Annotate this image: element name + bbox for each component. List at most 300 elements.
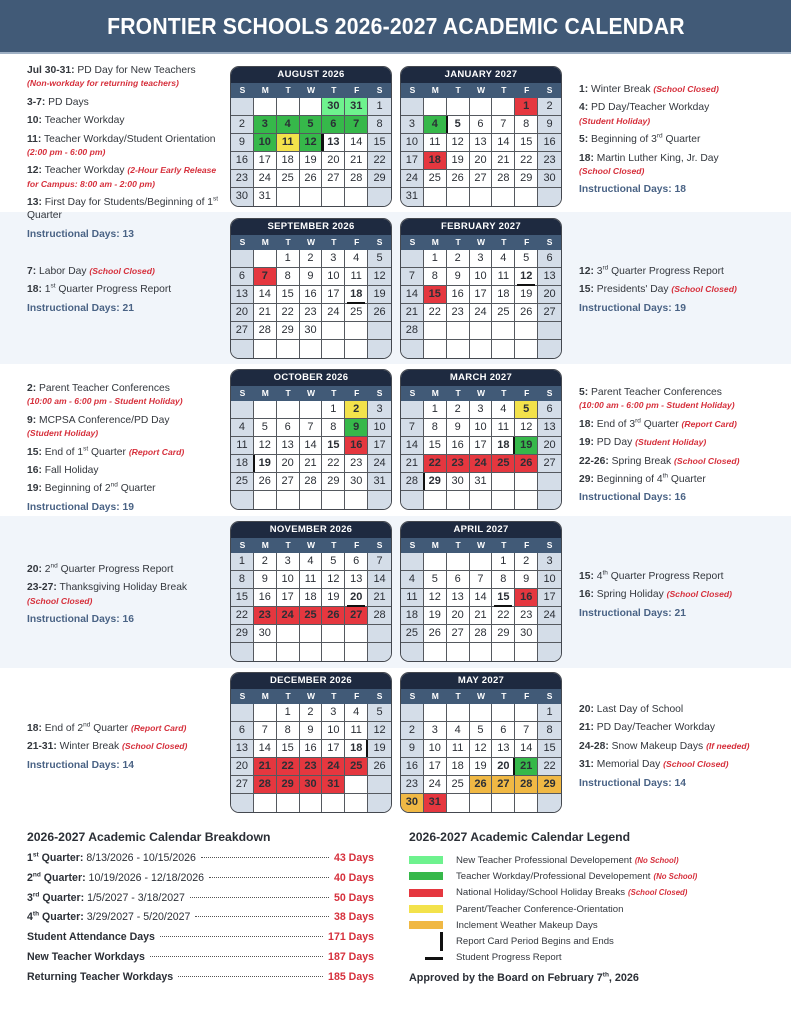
day-cell[interactable]: 6 [470, 116, 493, 134]
day-cell[interactable]: 18 [277, 152, 300, 170]
day-cell[interactable]: 13 [322, 134, 345, 152]
day-cell[interactable]: 23 [447, 455, 470, 473]
day-cell[interactable]: 19 [300, 152, 323, 170]
day-cell[interactable]: 28 [300, 473, 323, 491]
day-cell[interactable]: 1 [277, 250, 300, 268]
day-cell[interactable]: 16 [447, 437, 470, 455]
day-cell[interactable]: 29 [277, 776, 300, 794]
day-cell[interactable]: 31 [345, 98, 368, 116]
day-cell[interactable]: 24 [277, 607, 300, 625]
day-cell[interactable]: 14 [401, 286, 424, 304]
day-cell[interactable]: 4 [447, 722, 470, 740]
day-cell[interactable]: 15 [368, 134, 391, 152]
day-cell[interactable]: 27 [345, 607, 368, 625]
day-cell[interactable]: 2 [538, 98, 561, 116]
day-cell[interactable]: 3 [322, 704, 345, 722]
day-cell[interactable]: 22 [424, 455, 447, 473]
day-cell[interactable]: 25 [424, 170, 447, 188]
day-cell[interactable]: 1 [231, 553, 254, 571]
day-cell[interactable]: 5 [368, 704, 391, 722]
day-cell[interactable]: 31 [470, 473, 493, 491]
day-cell[interactable]: 18 [492, 286, 515, 304]
day-cell[interactable]: 23 [300, 758, 323, 776]
day-cell[interactable]: 23 [447, 304, 470, 322]
day-cell[interactable]: 25 [492, 304, 515, 322]
day-cell[interactable]: 2 [515, 553, 538, 571]
day-cell[interactable]: 14 [345, 134, 368, 152]
day-cell[interactable]: 18 [492, 437, 515, 455]
day-cell[interactable]: 31 [401, 188, 424, 206]
day-cell[interactable]: 21 [470, 607, 493, 625]
day-cell[interactable]: 5 [515, 250, 538, 268]
day-cell[interactable]: 6 [231, 722, 254, 740]
day-cell[interactable]: 12 [470, 740, 493, 758]
day-cell[interactable]: 26 [515, 455, 538, 473]
day-cell[interactable]: 26 [470, 776, 493, 794]
day-cell[interactable]: 21 [401, 304, 424, 322]
day-cell[interactable]: 28 [368, 607, 391, 625]
day-cell[interactable]: 21 [368, 589, 391, 607]
day-cell[interactable]: 8 [277, 268, 300, 286]
day-cell[interactable]: 8 [538, 722, 561, 740]
day-cell[interactable]: 3 [424, 722, 447, 740]
day-cell[interactable]: 28 [345, 170, 368, 188]
day-cell[interactable]: 28 [401, 473, 424, 491]
day-cell[interactable]: 7 [254, 268, 277, 286]
day-cell[interactable]: 28 [254, 776, 277, 794]
day-cell[interactable]: 6 [231, 268, 254, 286]
day-cell[interactable]: 25 [447, 776, 470, 794]
day-cell[interactable]: 29 [368, 170, 391, 188]
day-cell[interactable]: 17 [538, 589, 561, 607]
day-cell[interactable]: 27 [492, 776, 515, 794]
day-cell[interactable]: 21 [515, 758, 538, 776]
day-cell[interactable]: 2 [447, 250, 470, 268]
day-cell[interactable]: 5 [424, 571, 447, 589]
day-cell[interactable]: 22 [277, 758, 300, 776]
day-cell[interactable]: 3 [538, 553, 561, 571]
day-cell[interactable]: 15 [424, 286, 447, 304]
day-cell[interactable]: 25 [300, 607, 323, 625]
day-cell[interactable]: 15 [538, 740, 561, 758]
day-cell[interactable]: 8 [231, 571, 254, 589]
day-cell[interactable]: 11 [424, 134, 447, 152]
day-cell[interactable]: 17 [322, 740, 345, 758]
day-cell[interactable]: 6 [538, 250, 561, 268]
day-cell[interactable]: 21 [254, 304, 277, 322]
day-cell[interactable]: 15 [322, 437, 345, 455]
day-cell[interactable]: 15 [277, 740, 300, 758]
day-cell[interactable]: 23 [254, 607, 277, 625]
day-cell[interactable]: 13 [345, 571, 368, 589]
day-cell[interactable]: 8 [424, 419, 447, 437]
day-cell[interactable]: 21 [345, 152, 368, 170]
day-cell[interactable]: 4 [492, 250, 515, 268]
day-cell[interactable]: 3 [277, 553, 300, 571]
day-cell[interactable]: 10 [368, 419, 391, 437]
day-cell[interactable]: 12 [322, 571, 345, 589]
day-cell[interactable]: 17 [470, 437, 493, 455]
day-cell[interactable]: 1 [368, 98, 391, 116]
day-cell[interactable]: 2 [447, 401, 470, 419]
day-cell[interactable]: 17 [368, 437, 391, 455]
day-cell[interactable]: 16 [300, 740, 323, 758]
day-cell[interactable]: 10 [470, 268, 493, 286]
day-cell[interactable]: 30 [401, 794, 424, 812]
day-cell[interactable]: 11 [401, 589, 424, 607]
day-cell[interactable]: 15 [277, 286, 300, 304]
day-cell[interactable]: 20 [277, 455, 300, 473]
day-cell[interactable]: 24 [470, 304, 493, 322]
day-cell[interactable]: 2 [231, 116, 254, 134]
day-cell[interactable]: 9 [345, 419, 368, 437]
day-cell[interactable]: 5 [254, 419, 277, 437]
day-cell[interactable]: 16 [515, 589, 538, 607]
day-cell[interactable]: 17 [424, 758, 447, 776]
day-cell[interactable]: 11 [345, 268, 368, 286]
day-cell[interactable]: 27 [447, 625, 470, 643]
day-cell[interactable]: 4 [300, 553, 323, 571]
day-cell[interactable]: 3 [470, 401, 493, 419]
day-cell[interactable]: 9 [447, 419, 470, 437]
day-cell[interactable]: 10 [254, 134, 277, 152]
day-cell[interactable]: 5 [368, 250, 391, 268]
day-cell[interactable]: 30 [254, 625, 277, 643]
day-cell[interactable]: 24 [538, 607, 561, 625]
day-cell[interactable]: 9 [515, 571, 538, 589]
day-cell[interactable]: 8 [322, 419, 345, 437]
day-cell[interactable]: 7 [254, 722, 277, 740]
day-cell[interactable]: 5 [300, 116, 323, 134]
day-cell[interactable]: 17 [470, 286, 493, 304]
day-cell[interactable]: 16 [300, 286, 323, 304]
day-cell[interactable]: 26 [515, 304, 538, 322]
day-cell[interactable]: 3 [368, 401, 391, 419]
day-cell[interactable]: 12 [515, 419, 538, 437]
day-cell[interactable]: 16 [345, 437, 368, 455]
day-cell[interactable]: 5 [515, 401, 538, 419]
day-cell[interactable]: 13 [277, 437, 300, 455]
day-cell[interactable]: 18 [231, 455, 254, 473]
day-cell[interactable]: 4 [345, 250, 368, 268]
day-cell[interactable]: 22 [277, 304, 300, 322]
day-cell[interactable]: 8 [277, 722, 300, 740]
day-cell[interactable]: 4 [401, 571, 424, 589]
day-cell[interactable]: 28 [401, 322, 424, 340]
day-cell[interactable]: 5 [447, 116, 470, 134]
day-cell[interactable]: 21 [254, 758, 277, 776]
day-cell[interactable]: 13 [470, 134, 493, 152]
day-cell[interactable]: 1 [515, 98, 538, 116]
day-cell[interactable]: 9 [538, 116, 561, 134]
day-cell[interactable]: 20 [231, 304, 254, 322]
day-cell[interactable]: 11 [492, 419, 515, 437]
day-cell[interactable]: 19 [368, 286, 391, 304]
day-cell[interactable]: 15 [424, 437, 447, 455]
day-cell[interactable]: 17 [322, 286, 345, 304]
day-cell[interactable]: 19 [447, 152, 470, 170]
day-cell[interactable]: 30 [300, 776, 323, 794]
day-cell[interactable]: 12 [254, 437, 277, 455]
day-cell[interactable]: 22 [424, 304, 447, 322]
day-cell[interactable]: 28 [492, 170, 515, 188]
day-cell[interactable]: 18 [345, 286, 368, 304]
day-cell[interactable]: 19 [368, 740, 391, 758]
day-cell[interactable]: 23 [401, 776, 424, 794]
day-cell[interactable]: 23 [538, 152, 561, 170]
day-cell[interactable]: 2 [300, 250, 323, 268]
day-cell[interactable]: 14 [515, 740, 538, 758]
day-cell[interactable]: 13 [538, 419, 561, 437]
day-cell[interactable]: 29 [515, 170, 538, 188]
day-cell[interactable]: 30 [231, 188, 254, 206]
day-cell[interactable]: 16 [231, 152, 254, 170]
day-cell[interactable]: 25 [345, 304, 368, 322]
day-cell[interactable]: 15 [492, 589, 515, 607]
day-cell[interactable]: 4 [424, 116, 447, 134]
day-cell[interactable]: 15 [515, 134, 538, 152]
day-cell[interactable]: 8 [368, 116, 391, 134]
day-cell[interactable]: 25 [277, 170, 300, 188]
day-cell[interactable]: 27 [538, 455, 561, 473]
day-cell[interactable]: 30 [538, 170, 561, 188]
day-cell[interactable]: 6 [492, 722, 515, 740]
day-cell[interactable]: 18 [401, 607, 424, 625]
day-cell[interactable]: 26 [447, 170, 470, 188]
day-cell[interactable]: 6 [345, 553, 368, 571]
day-cell[interactable]: 22 [368, 152, 391, 170]
day-cell[interactable]: 7 [368, 553, 391, 571]
day-cell[interactable]: 16 [447, 286, 470, 304]
day-cell[interactable]: 8 [492, 571, 515, 589]
day-cell[interactable]: 23 [515, 607, 538, 625]
day-cell[interactable]: 21 [492, 152, 515, 170]
day-cell[interactable]: 24 [322, 304, 345, 322]
day-cell[interactable]: 6 [277, 419, 300, 437]
day-cell[interactable]: 19 [322, 589, 345, 607]
day-cell[interactable]: 18 [300, 589, 323, 607]
day-cell[interactable]: 16 [254, 589, 277, 607]
day-cell[interactable]: 10 [322, 268, 345, 286]
day-cell[interactable]: 25 [231, 473, 254, 491]
day-cell[interactable]: 23 [231, 170, 254, 188]
day-cell[interactable]: 13 [231, 740, 254, 758]
day-cell[interactable]: 28 [254, 322, 277, 340]
day-cell[interactable]: 16 [401, 758, 424, 776]
day-cell[interactable]: 11 [231, 437, 254, 455]
day-cell[interactable]: 6 [322, 116, 345, 134]
day-cell[interactable]: 26 [424, 625, 447, 643]
day-cell[interactable]: 24 [424, 776, 447, 794]
day-cell[interactable]: 26 [300, 170, 323, 188]
day-cell[interactable]: 7 [345, 116, 368, 134]
day-cell[interactable]: 10 [538, 571, 561, 589]
day-cell[interactable]: 27 [231, 776, 254, 794]
day-cell[interactable]: 20 [470, 152, 493, 170]
day-cell[interactable]: 1 [424, 401, 447, 419]
day-cell[interactable]: 26 [368, 304, 391, 322]
day-cell[interactable]: 20 [322, 152, 345, 170]
day-cell[interactable]: 17 [401, 152, 424, 170]
day-cell[interactable]: 22 [515, 152, 538, 170]
day-cell[interactable]: 20 [538, 286, 561, 304]
day-cell[interactable]: 24 [322, 758, 345, 776]
day-cell[interactable]: 31 [368, 473, 391, 491]
day-cell[interactable]: 4 [277, 116, 300, 134]
day-cell[interactable]: 25 [492, 455, 515, 473]
day-cell[interactable]: 7 [401, 419, 424, 437]
day-cell[interactable]: 11 [492, 268, 515, 286]
day-cell[interactable]: 12 [447, 134, 470, 152]
day-cell[interactable]: 4 [492, 401, 515, 419]
day-cell[interactable]: 28 [470, 625, 493, 643]
day-cell[interactable]: 24 [470, 455, 493, 473]
day-cell[interactable]: 11 [345, 722, 368, 740]
day-cell[interactable]: 27 [231, 322, 254, 340]
day-cell[interactable]: 1 [492, 553, 515, 571]
day-cell[interactable]: 18 [447, 758, 470, 776]
day-cell[interactable]: 30 [322, 98, 345, 116]
day-cell[interactable]: 12 [300, 134, 323, 152]
day-cell[interactable]: 12 [368, 268, 391, 286]
day-cell[interactable]: 7 [401, 268, 424, 286]
day-cell[interactable]: 7 [470, 571, 493, 589]
day-cell[interactable]: 2 [254, 553, 277, 571]
day-cell[interactable]: 3 [322, 250, 345, 268]
day-cell[interactable]: 30 [515, 625, 538, 643]
day-cell[interactable]: 1 [322, 401, 345, 419]
day-cell[interactable]: 6 [538, 401, 561, 419]
day-cell[interactable]: 22 [492, 607, 515, 625]
day-cell[interactable]: 1 [424, 250, 447, 268]
day-cell[interactable]: 22 [538, 758, 561, 776]
day-cell[interactable]: 30 [345, 473, 368, 491]
day-cell[interactable]: 8 [424, 268, 447, 286]
day-cell[interactable]: 14 [300, 437, 323, 455]
day-cell[interactable]: 3 [401, 116, 424, 134]
day-cell[interactable]: 10 [401, 134, 424, 152]
day-cell[interactable]: 29 [492, 625, 515, 643]
day-cell[interactable]: 21 [300, 455, 323, 473]
day-cell[interactable]: 14 [470, 589, 493, 607]
day-cell[interactable]: 20 [538, 437, 561, 455]
day-cell[interactable]: 15 [231, 589, 254, 607]
day-cell[interactable]: 26 [322, 607, 345, 625]
day-cell[interactable]: 31 [322, 776, 345, 794]
day-cell[interactable]: 2 [300, 704, 323, 722]
day-cell[interactable]: 12 [515, 268, 538, 286]
day-cell[interactable]: 11 [447, 740, 470, 758]
day-cell[interactable]: 5 [322, 553, 345, 571]
day-cell[interactable]: 22 [231, 607, 254, 625]
day-cell[interactable]: 14 [492, 134, 515, 152]
day-cell[interactable]: 27 [277, 473, 300, 491]
day-cell[interactable]: 23 [300, 304, 323, 322]
day-cell[interactable]: 24 [368, 455, 391, 473]
day-cell[interactable]: 20 [447, 607, 470, 625]
day-cell[interactable]: 3 [254, 116, 277, 134]
day-cell[interactable]: 18 [424, 152, 447, 170]
day-cell[interactable]: 30 [447, 473, 470, 491]
day-cell[interactable]: 17 [254, 152, 277, 170]
day-cell[interactable]: 26 [254, 473, 277, 491]
day-cell[interactable]: 19 [254, 455, 277, 473]
day-cell[interactable]: 20 [345, 589, 368, 607]
day-cell[interactable]: 7 [492, 116, 515, 134]
day-cell[interactable]: 27 [470, 170, 493, 188]
day-cell[interactable]: 6 [447, 571, 470, 589]
day-cell[interactable]: 1 [538, 704, 561, 722]
day-cell[interactable]: 29 [424, 473, 447, 491]
day-cell[interactable]: 3 [470, 250, 493, 268]
day-cell[interactable]: 27 [538, 304, 561, 322]
day-cell[interactable]: 24 [254, 170, 277, 188]
day-cell[interactable]: 29 [231, 625, 254, 643]
day-cell[interactable]: 19 [515, 286, 538, 304]
day-cell[interactable]: 28 [515, 776, 538, 794]
day-cell[interactable]: 23 [345, 455, 368, 473]
day-cell[interactable]: 24 [401, 170, 424, 188]
day-cell[interactable]: 29 [538, 776, 561, 794]
day-cell[interactable]: 9 [401, 740, 424, 758]
day-cell[interactable]: 4 [231, 419, 254, 437]
day-cell[interactable]: 2 [401, 722, 424, 740]
day-cell[interactable]: 20 [231, 758, 254, 776]
day-cell[interactable]: 7 [300, 419, 323, 437]
day-cell[interactable]: 10 [424, 740, 447, 758]
day-cell[interactable]: 31 [254, 188, 277, 206]
day-cell[interactable]: 27 [322, 170, 345, 188]
day-cell[interactable]: 11 [300, 571, 323, 589]
day-cell[interactable]: 14 [368, 571, 391, 589]
day-cell[interactable]: 10 [322, 722, 345, 740]
day-cell[interactable]: 26 [368, 758, 391, 776]
day-cell[interactable]: 5 [470, 722, 493, 740]
day-cell[interactable]: 9 [254, 571, 277, 589]
day-cell[interactable]: 14 [401, 437, 424, 455]
day-cell[interactable]: 13 [492, 740, 515, 758]
day-cell[interactable]: 14 [254, 286, 277, 304]
day-cell[interactable]: 10 [277, 571, 300, 589]
day-cell[interactable]: 12 [368, 722, 391, 740]
day-cell[interactable]: 21 [401, 455, 424, 473]
day-cell[interactable]: 9 [300, 722, 323, 740]
day-cell[interactable]: 14 [254, 740, 277, 758]
day-cell[interactable]: 19 [515, 437, 538, 455]
day-cell[interactable]: 25 [345, 758, 368, 776]
day-cell[interactable]: 30 [300, 322, 323, 340]
day-cell[interactable]: 31 [424, 794, 447, 812]
day-cell[interactable]: 29 [277, 322, 300, 340]
day-cell[interactable]: 19 [470, 758, 493, 776]
day-cell[interactable]: 9 [300, 268, 323, 286]
day-cell[interactable]: 29 [322, 473, 345, 491]
day-cell[interactable]: 18 [345, 740, 368, 758]
day-cell[interactable]: 13 [231, 286, 254, 304]
day-cell[interactable]: 4 [345, 704, 368, 722]
day-cell[interactable]: 16 [538, 134, 561, 152]
day-cell[interactable]: 11 [277, 134, 300, 152]
day-cell[interactable]: 7 [515, 722, 538, 740]
day-cell[interactable]: 20 [492, 758, 515, 776]
day-cell[interactable]: 10 [470, 419, 493, 437]
day-cell[interactable]: 12 [424, 589, 447, 607]
day-cell[interactable]: 19 [424, 607, 447, 625]
day-cell[interactable]: 1 [277, 704, 300, 722]
day-cell[interactable]: 13 [538, 268, 561, 286]
day-cell[interactable]: 13 [447, 589, 470, 607]
day-cell[interactable]: 9 [447, 268, 470, 286]
